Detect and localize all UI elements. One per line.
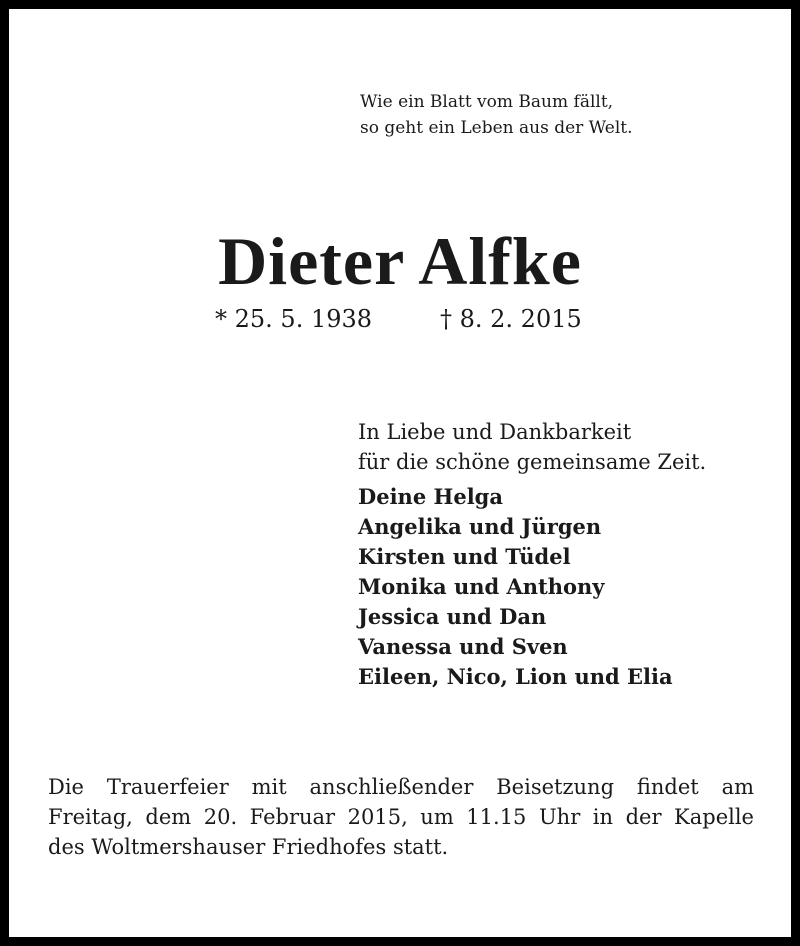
family-member: Kirsten und Tüdel	[358, 544, 571, 569]
birth-date: * 25. 5. 1938	[215, 305, 373, 333]
deceased-name: Dieter Alfke	[218, 223, 582, 299]
service-line: Freitag, dem 20. Februar 2015, um 11.15 Uhr in der Kapelle	[48, 805, 754, 829]
dedication	[358, 417, 706, 477]
family-member: Monika und Anthony	[358, 574, 605, 599]
death-date: † 8. 2. 2015	[440, 305, 582, 333]
family-member: Vanessa und Sven	[358, 634, 568, 659]
family-member: Angelika und Jürgen	[358, 514, 602, 539]
dedication-line: In Liebe und Dankbarkeit	[358, 420, 632, 444]
funeral-service-notice	[48, 772, 754, 862]
dedication-line: für die schöne gemeinsame Zeit.	[358, 450, 707, 474]
family-list	[358, 482, 673, 692]
poem-line: so geht ein Leben aus der Welt.	[360, 118, 633, 138]
poem-quote	[360, 89, 633, 141]
family-member: Eileen, Nico, Lion und Elia	[358, 664, 673, 689]
family-member: Deine Helga	[358, 484, 503, 509]
service-line: Die Trauerfeier mit anschließender Beisetzung findet am	[48, 775, 754, 799]
poem-line: Wie ein Blatt vom Baum fällt,	[360, 92, 614, 112]
service-line: des Woltmershauser Friedhofes statt.	[48, 835, 449, 859]
family-member: Jessica und Dan	[358, 604, 547, 629]
